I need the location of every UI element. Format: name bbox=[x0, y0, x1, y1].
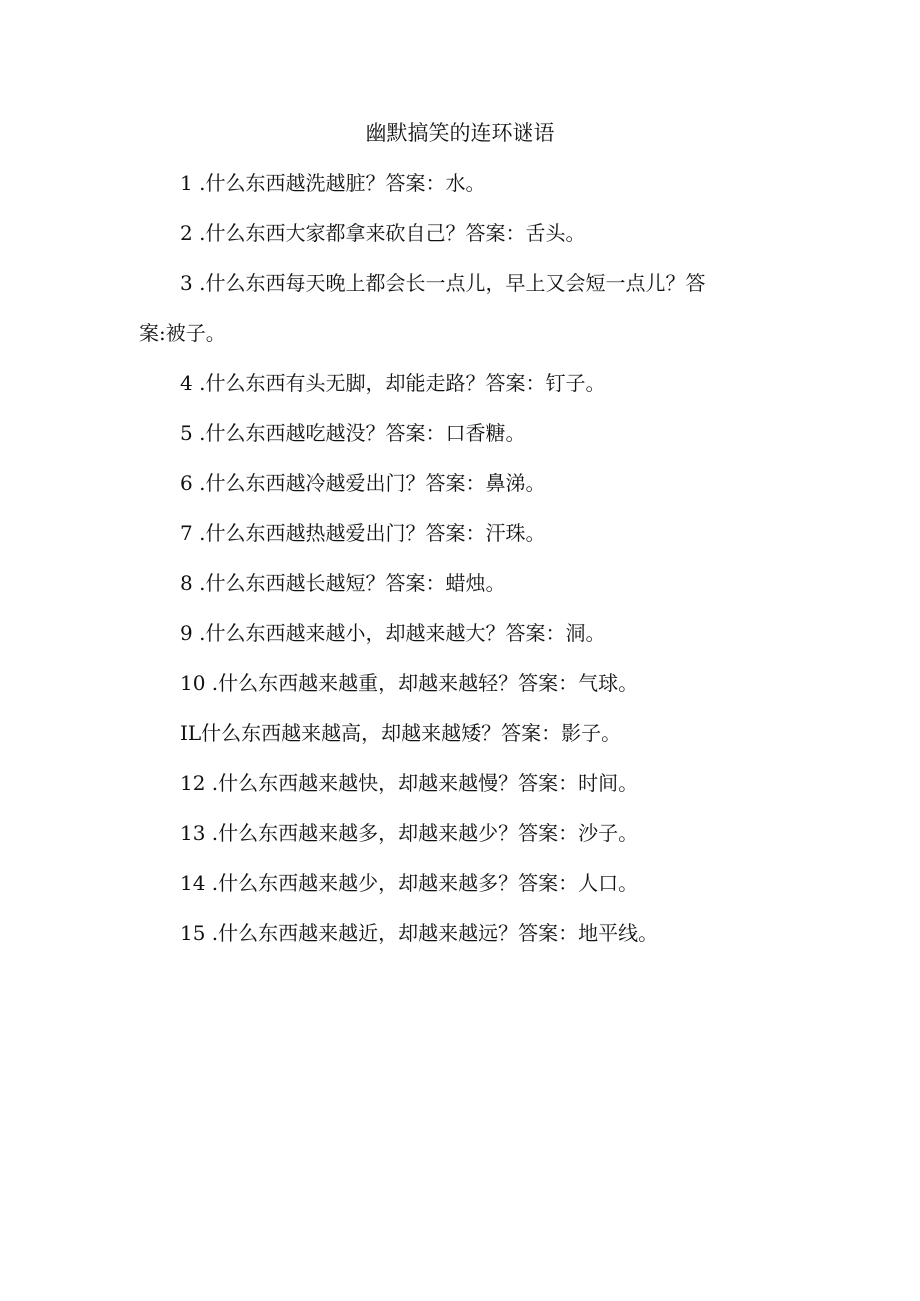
riddle-14: 14 .什么东西越来越少，却越来越多？答案：人口。 bbox=[180, 871, 639, 895]
riddle-11: IL什么东西越来越高，却越来越矮？答案：影子。 bbox=[180, 721, 622, 745]
riddle-4: 4 .什么东西有头无脚，却能走路？答案：钉子。 bbox=[180, 371, 606, 395]
riddle-2: 2 .什么东西大家都拿来砍自己？答案：舌头。 bbox=[180, 221, 586, 245]
document-title: 幽默搞笑的连环谜语 bbox=[365, 121, 555, 145]
riddle-3-continuation: 案:被子。 bbox=[139, 321, 226, 345]
riddle-5: 5 .什么东西越吃越没？答案：口香糖。 bbox=[180, 421, 526, 445]
riddle-1: 1 .什么东西越洗越脏？答案：水。 bbox=[180, 171, 486, 195]
riddle-6: 6 .什么东西越冷越爱出门？答案：鼻涕。 bbox=[180, 471, 546, 495]
riddle-3: 3 .什么东西每天晚上都会长一点儿，早上又会短一点儿？答 bbox=[180, 271, 706, 295]
riddle-15: 15 .什么东西越来越近，却越来越远？答案：地平线。 bbox=[180, 921, 659, 945]
riddle-13: 13 .什么东西越来越多，却越来越少？答案：沙子。 bbox=[180, 821, 639, 845]
riddle-10: 10 .什么东西越来越重，却越来越轻？答案：气球。 bbox=[180, 671, 639, 695]
riddle-7: 7 .什么东西越热越爱出门？答案：汗珠。 bbox=[180, 521, 546, 545]
riddle-12: 12 .什么东西越来越快，却越来越慢？答案：时间。 bbox=[180, 771, 639, 795]
riddle-8: 8 .什么东西越长越短？答案：蜡烛。 bbox=[180, 571, 506, 595]
riddle-9: 9 .什么东西越来越小，却越来越大？答案：洞。 bbox=[180, 621, 606, 645]
